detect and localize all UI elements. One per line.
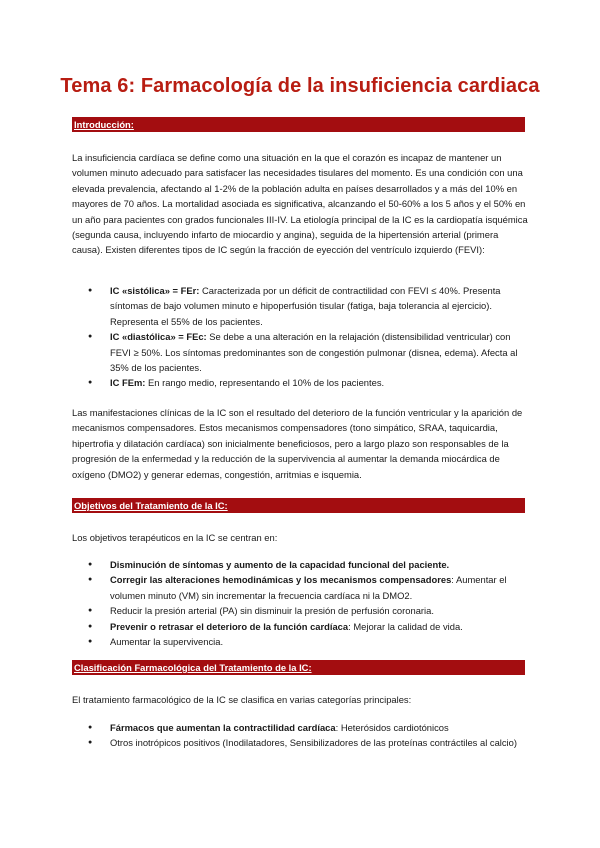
intro-paragraph: La insuficiencia cardíaca se define como una situación en la que el corazón es incapaz de mantener un volumen minuto adecuado para satisfacer las necesidades tisulares del momento. Es una condición con una elevada prevalencia, afectando al 1-2% de la población adulta en países desarrollados y a más del 10% en mayores de 70 años. La mortalidad asociada es significativa, alcanzando el 50-60% a los 5 años y el 50% en un año para pacientes con grados funcionales III-IV. La etiología principal de la IC es la cardiopatía isquémica (segunda causa, incluyendo infarto de miocardio y angina), seguida de la hipertensión arterial (primera causa). Existen diferentes tipos de IC según la fracción de eyección del ventrículo izquierdo (FEVI): — [72, 152, 528, 256]
section-heading-label: Introducción: — [74, 119, 134, 130]
section-heading-objetivos — [72, 498, 525, 513]
clasificacion-intro-paragraph: El tratamiento farmacológico de la IC se clasifica en varias categorías principales: — [72, 694, 412, 705]
list-item: ● Prevenir o retrasar el deterioro de la función cardíaca: Mejorar la calidad de vida. — [72, 619, 528, 634]
list-item: ● Fármacos que aumentan la contractilidad cardíaca: Heterósidos cardiotónicos — [72, 720, 528, 735]
section-heading-label: Clasificación Farmacológica del Tratamiento de la IC: — [74, 662, 312, 673]
list-item: ● IC «diastólica» = FEc: Se debe a una alteración en la relajación (distensibilidad ventricular) con FEVI ≥ 50%. Los síntomas predominantes son de congestión pulmonar (disnea, edema). Afecta al 35% de los pacientes. — [72, 329, 528, 375]
objetivos-intro-paragraph: Los objetivos terapéuticos en la IC se centran en: — [72, 532, 278, 543]
list-item: ● Disminución de síntomas y aumento de la capacidad funcional del paciente. — [72, 557, 528, 572]
objetivos-bullet-list — [72, 557, 528, 649]
list-item: ● Reducir la presión arterial (PA) sin disminuir la presión de perfusión coronaria. — [72, 603, 528, 618]
list-item: ● Aumentar la supervivencia. — [72, 634, 528, 649]
intro-bullet-list — [72, 283, 528, 391]
list-item: ● IC FEm: En rango medio, representando el 10% de los pacientes. — [72, 375, 528, 390]
list-item: ● Otros inotrópicos positivos (Inodilatadores, Sensibilizadores de las proteínas contráctiles al calcio) — [72, 735, 528, 750]
section-heading-label: Objetivos del Tratamiento de la IC: — [74, 500, 228, 511]
section-heading-clasificacion — [72, 660, 525, 675]
intro-paragraph-2: Las manifestaciones clínicas de la IC son el resultado del deterioro de la función ventricular y la aparición de mecanismos compensadores. Estos mecanismos compensadores (tono simpático, SRAA, taquicardia, hipertrofia y dilatación cardíaca) son inicialmente beneficiosos, pero a largo plazo son responsables de la progresión de la enfermedad y la reducción de la supervivencia al aumentar la demanda miocárdica de oxígeno (DMO2) y generar edemas, congestión, arritmias e isquemia. — [72, 407, 523, 480]
clasificacion-bullet-list — [72, 720, 528, 751]
list-item: ● IC «sistólica» = FEr: Caracterizada por un déficit de contractilidad con FEVI ≤ 40%. Presenta síntomas de bajo volumen minuto e hipoperfusión tisular (fatiga, baja tolerancia al ejercicio). Representa el 55% de los pacientes. — [72, 283, 528, 329]
document-title: Tema 6: Farmacología de la insuficiencia cardiaca — [60, 75, 540, 97]
section-heading-intro — [72, 117, 525, 132]
list-item: ● Corregir las alteraciones hemodinámicas y los mecanismos compensadores: Aumentar el volumen minuto (VM) sin incrementar la frecuencia cardíaca ni la DMO2. — [72, 572, 528, 603]
